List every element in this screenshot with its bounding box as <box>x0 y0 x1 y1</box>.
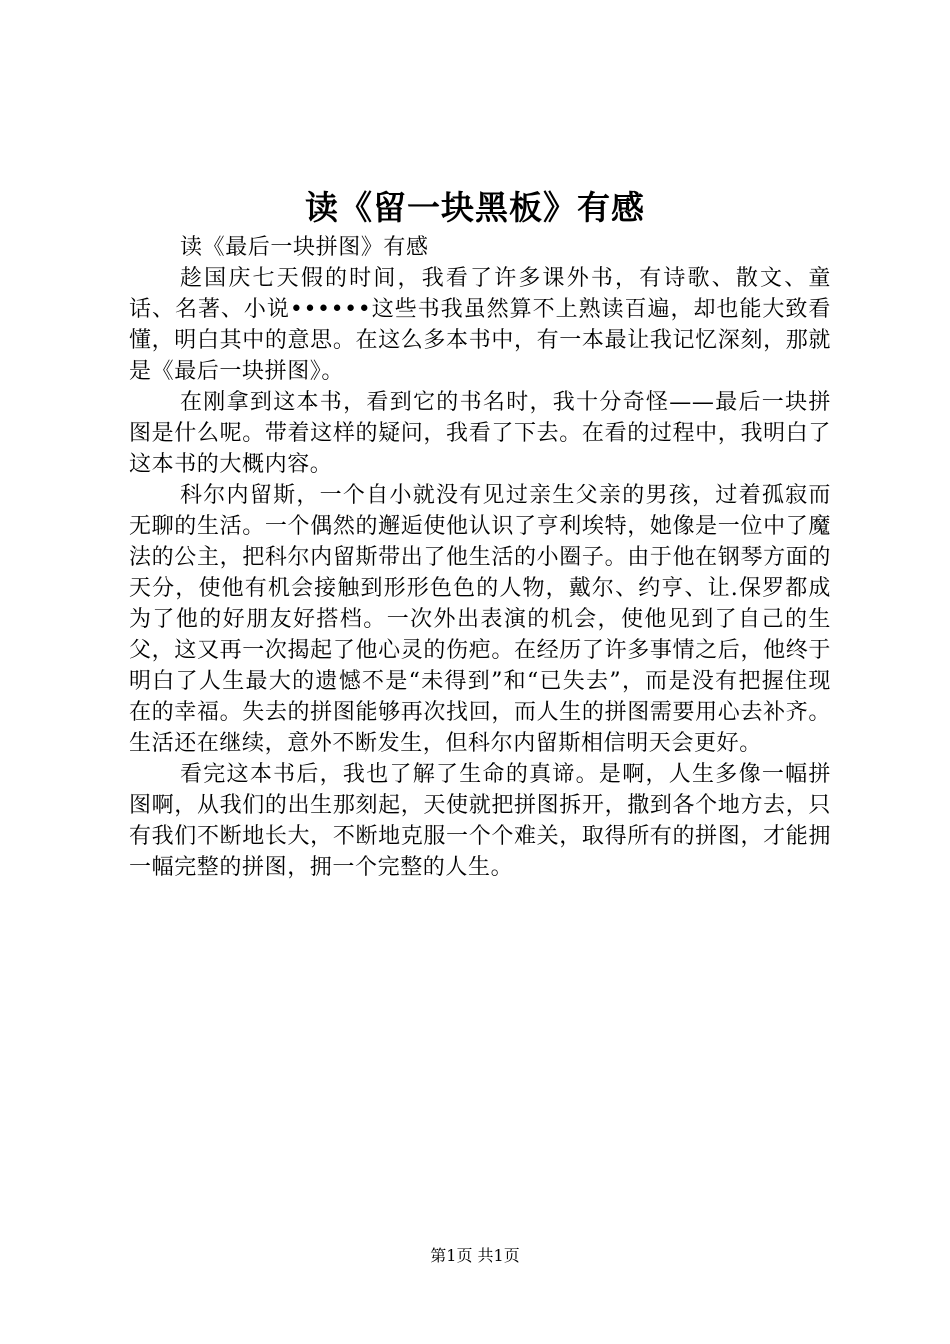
document-body <box>129 232 831 883</box>
page-footer: 第1页 共1页 <box>430 1246 520 1265</box>
paragraph: 看完这本书后，我也了解了生命的真谛。是啊，人生多像一幅拼图啊，从我们的出生那刻起，天使就把拼图拆开，撒到各个地方去，只有我们不断地长大，不断地克服一个个难关，取得所有的拼图，才能拥一幅完整的拼图，拥一个完整的人生。 <box>129 762 831 880</box>
paragraph: 科尔内留斯，一个自小就没有见过亲生父亲的男孩，过着孤寂而无聊的生活。一个偶然的邂逅使他认识了亨利埃特，她像是一位中了魔法的公主，把科尔内留斯带出了他生活的小圈子。由于他在钢琴方面的天分，使他有机会接触到形形色色的人物，戴尔、约亨、让.保罗都成为了他的好朋友好搭档。一次外出表演的机会，使他见到了自己的生父，这又再一次揭起了他心灵的伤疤。在经历了许多事情之后，他终于明白了人生最大的遗憾不是“未得到”和“已失去”，而是没有把握住现在的幸福。失去的拼图能够再次找回，而人生的拼图需要用心去补齐。生活还在继续，意外不断发生，但科尔内留斯相信明天会更好。 <box>129 483 831 756</box>
paragraph-subtitle: 读《最后一块拼图》有感 <box>180 235 429 260</box>
paragraph: 趁国庆七天假的时间，我看了许多课外书，有诗歌、散文、童话、名著、小说••••••这些书我虽然算不上熟读百遍，却也能大致看懂，明白其中的意思。在这么多本书中，有一本最让我记忆深刻，那就是《最后一块拼图》。 <box>129 266 831 384</box>
paragraph: 在刚拿到这本书，看到它的书名时，我十分奇怪——最后一块拼图是什么呢。带着这样的疑问，我看了下去。在看的过程中，我明白了这本书的大概内容。 <box>129 390 831 477</box>
document-title: 读《留一块黑板》有感 <box>305 188 645 227</box>
